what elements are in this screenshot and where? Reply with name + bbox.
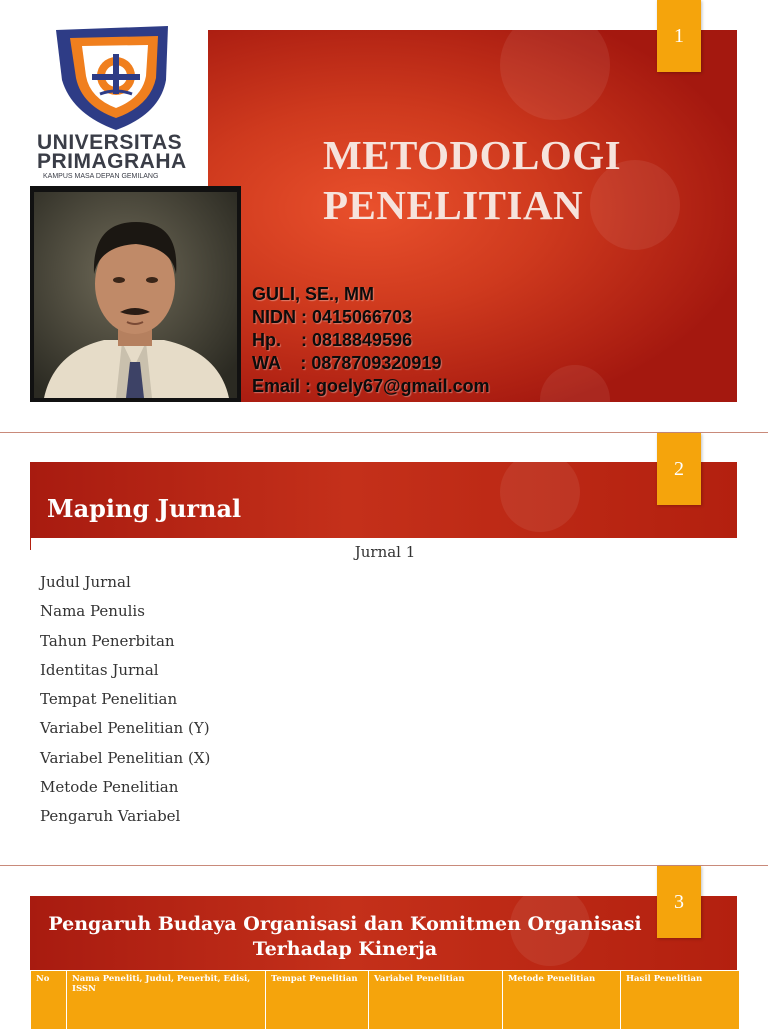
journal-mapping-list — [40, 571, 210, 834]
decor-bubble — [500, 452, 580, 532]
list-item: Identitas Jurnal — [40, 660, 159, 679]
slide-number-2: 2 — [657, 433, 701, 505]
table-header-cell: Variabel Penelitian — [369, 971, 503, 1030]
table-header-cell: Tempat Penelitian — [266, 971, 369, 1030]
list-item: Judul Jurnal — [40, 573, 131, 591]
list-item: Tempat Penelitian — [40, 690, 178, 708]
slide-1-title — [323, 130, 683, 230]
university-name-line1: UNIVERSITAS — [37, 131, 183, 154]
lecturer-contact — [252, 283, 490, 398]
slide-1-title-line2: PENELITIAN — [323, 182, 584, 228]
university-tagline: KAMPUS MASA DEPAN GEMILANG — [43, 173, 159, 180]
table-header-cell: Metode Penelitian — [503, 971, 621, 1030]
list-item: Variabel Penelitian (X) — [40, 748, 211, 767]
slide-3-title — [40, 912, 650, 962]
slide-divider — [0, 865, 768, 866]
lecturer-email: Email : goely67@gmail.com — [252, 376, 490, 396]
table-header-cell: Nama Peneliti, Judul, Penerbit, Edisi, ISSN — [67, 971, 266, 1030]
slide-divider — [0, 432, 768, 433]
decor-bubble — [500, 10, 610, 120]
lecturer-portrait-icon — [34, 192, 237, 398]
lecturer-whatsapp: WA : 0878709320919 — [252, 353, 442, 373]
slide-2-accent-line — [30, 538, 31, 550]
lecturer-name: GULI, SE., MM — [252, 284, 375, 304]
table-header-cell: Hasil Penelitian — [621, 971, 740, 1030]
slide-2-title: Maping Jurnal — [47, 494, 242, 523]
slide-number-1: 1 — [657, 0, 701, 72]
journal-column-header: Jurnal 1 — [354, 543, 416, 561]
list-item: Nama Penulis — [40, 602, 145, 621]
university-shield-logo-icon — [30, 18, 208, 136]
slide-number-3: 3 — [657, 866, 701, 938]
list-item: Tahun Penerbitan — [40, 631, 175, 650]
list-item: Metode Penelitian — [40, 777, 179, 796]
research-table — [30, 970, 740, 1030]
slide-1-title-line1: METODOLOGI — [323, 132, 622, 178]
lecturer-phone: Hp. : 0818849596 — [252, 330, 413, 350]
lecturer-nidn: NIDN : 0415066703 — [252, 307, 413, 327]
list-item: Pengaruh Variabel — [40, 807, 181, 825]
slide-3-title-line2: Terhadap Kinerja — [252, 938, 438, 960]
university-name — [37, 133, 205, 171]
decor-bubble — [540, 365, 610, 435]
university-name-line2: PRIMAGRAHA — [37, 150, 187, 173]
table-header-cell: No — [31, 971, 67, 1030]
list-item: Variabel Penelitian (Y) — [40, 719, 210, 738]
lecturer-photo-frame — [30, 186, 241, 402]
table-header-row — [31, 971, 740, 1030]
slide-3-title-line1: Pengaruh Budaya Organisasi dan Komitmen Organisasi — [48, 913, 642, 935]
